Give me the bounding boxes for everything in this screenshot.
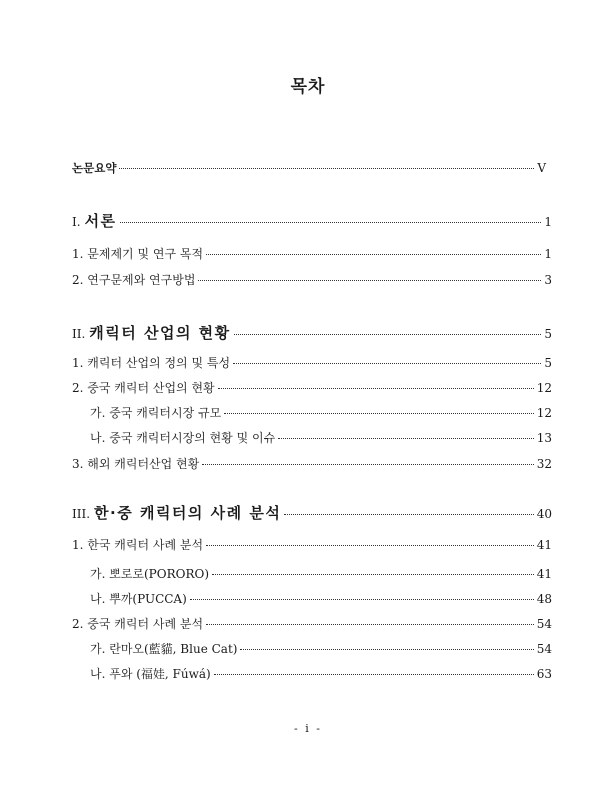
chapter-number: II. [72,327,86,341]
leader-dots [234,334,542,335]
toc-entry-label: 2. 중국 캐릭터 사례 분석 [72,617,204,631]
toc-entry-page: 13 [536,431,552,445]
toc-entry-label: 1. 캐릭터 산업의 정의 및 특성 [72,356,231,370]
toc-entry-page: 41 [536,538,552,552]
page-number: - i - [294,722,322,735]
toc-entry-label: 2. 연구문제와 연구방법 [72,273,196,287]
toc-entry-page: 5 [544,327,552,341]
toc-entry-label: 논문요약 [72,161,117,175]
leader-dots [190,599,534,600]
toc-entry-page: 5 [544,356,552,370]
leader-dots [206,254,541,255]
toc-entry-page: 48 [536,592,552,606]
toc-entry[interactable] [72,355,552,371]
leader-dots [212,574,534,575]
leader-dots [284,514,533,515]
toc-entry[interactable] [72,272,552,288]
toc-entry[interactable] [72,380,552,396]
toc-entry[interactable] [90,430,552,446]
toc-entry-label: 나. 중국 캐릭터시장의 현황 및 이슈 [90,431,276,445]
toc-chapter-2[interactable] [72,325,552,342]
toc-entry[interactable] [72,456,552,472]
chapter-title: 한·중 캐릭터의 사례 분석 [94,504,282,522]
toc-entry-label: 1. 한국 캐릭터 사례 분석 [72,538,204,552]
leader-dots [278,438,534,439]
toc-entry[interactable] [72,246,552,262]
leader-dots [202,464,533,465]
toc-entry[interactable] [90,641,552,657]
chapter-title: 캐릭터 산업의 현황 [89,324,231,342]
toc-entry-summary[interactable] [72,160,552,176]
leader-dots [206,545,534,546]
leader-dots [198,280,541,281]
toc-entry-page: 1 [544,215,552,229]
leader-dots [120,222,542,223]
chapter-number: III. [72,507,91,521]
toc-entry-page: 54 [536,617,552,631]
toc-entry[interactable] [90,405,552,421]
toc-entry-page: 41 [536,567,552,581]
leader-dots [214,674,534,675]
toc-entry-page: 3 [544,273,552,287]
toc-chapter-3[interactable] [72,505,552,522]
leader-dots [233,363,541,364]
toc-entry-label: 1. 문제제기 및 연구 목적 [72,247,204,261]
toc-entry-label: 나. 푸와 (福娃, Fúwá) [90,667,211,681]
leader-dots [218,388,534,389]
toc-entry[interactable] [72,616,552,632]
leader-dots [206,624,534,625]
toc-entry[interactable] [90,566,552,582]
leader-dots [224,413,534,414]
toc-title: 목차 [290,77,326,97]
toc-entry-page: 12 [536,381,552,395]
toc-entry-page: 1 [544,247,552,261]
chapter-number: I. [72,215,81,229]
toc-entry-label: 3. 해외 캐릭터산업 현황 [72,457,200,471]
toc-entry-page: 40 [536,507,552,521]
chapter-title: 서론 [84,212,117,230]
toc-entry-page: V [537,161,546,175]
toc-entry[interactable] [72,537,552,553]
toc-entry-page: 54 [536,642,552,656]
toc-entry-page: 63 [536,667,552,681]
toc-entry-page: 12 [536,406,552,420]
toc-entry-label: 2. 중국 캐릭터 산업의 현황 [72,381,215,395]
toc-entry-label: 가. 뽀로로(PORORO) [90,567,210,581]
leader-dots [240,649,533,650]
toc-entry[interactable] [90,666,552,682]
leader-dots [119,168,534,169]
toc-chapter-1[interactable] [72,213,552,230]
toc-entry-page: 32 [536,457,552,471]
toc-entry[interactable] [90,591,552,607]
toc-entry-label: 가. 란마오(藍貓, Blue Cat) [90,642,238,656]
toc-entry-label: 나. 뿌까(PUCCA) [90,592,187,606]
toc-entry-label: 가. 중국 캐릭터시장 규모 [90,406,222,420]
